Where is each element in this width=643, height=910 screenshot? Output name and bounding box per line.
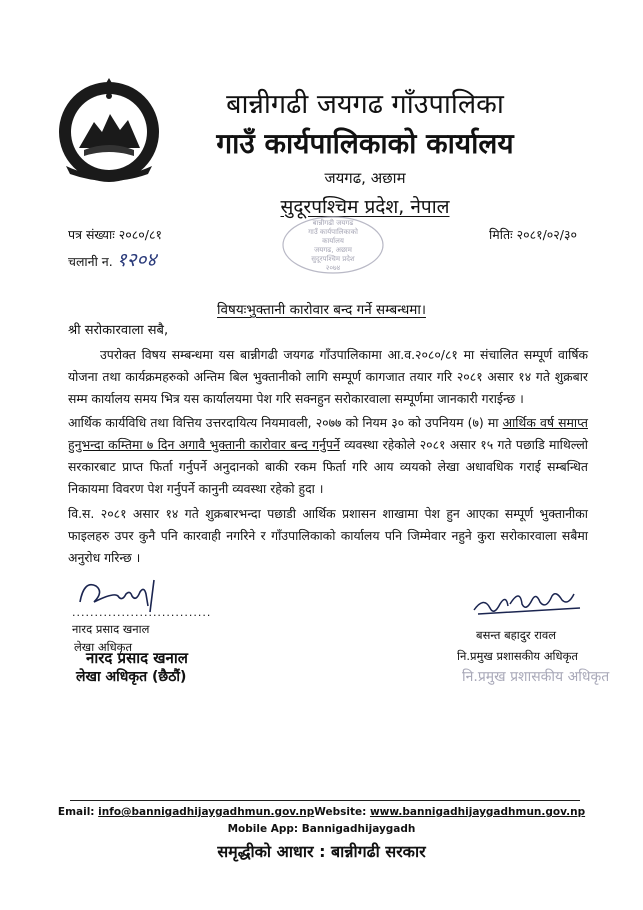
paragraph-1: उपरोक्त विषय सम्बन्धमा यस बान्नीगढी जयगढ गाँउपालिकामा आ.व.२०८०/८१ मा संचालित सम्पूर्ण वार्षिक योजना तथा कार्यक्रमहरुको अन्तिम बिल भुक्तानीको लागि सम्पूर्ण कागजात तयार गरि २०८१ असार १४ गते शुक्रबार सम्म कार्यालय समय भित्र यस कार्यालयमा पेश गरि सक्नहुन सरोकारवाला सम्पूर्णमा जानकारी गराईन्छ । (68, 347, 588, 406)
letter-addressee: श्री सरोकारवाला सबै, (68, 323, 169, 338)
footer-divider (70, 800, 580, 801)
seal-right: नि.प्रमुख प्रशासकीय अधिकृत (462, 669, 610, 685)
svg-text:गाउँ कार्यपालिकाको: गाउँ कार्यपालिकाको (308, 228, 358, 236)
signatory-right-title: नि.प्रमुख प्रशासकीय अधिकृत (457, 649, 578, 663)
signatory-left-name: नारद प्रसाद खनाल (72, 622, 150, 636)
signature-line: ............................... (72, 606, 212, 619)
office-province: सुदूरपश्चिम प्रदेश, नेपाल (280, 196, 450, 218)
svg-text:कार्यालय: कार्यालय (322, 237, 344, 245)
footer-motto: समृद्धीको आधार : बान्नीगढी सरकार (217, 842, 426, 861)
letter-date (489, 226, 577, 243)
svg-text:२०७४: २०७४ (325, 264, 341, 272)
svg-text:जयगढ, अछाम: जयगढ, अछाम (314, 246, 352, 254)
office-place: जयगढ, अछाम (324, 169, 406, 187)
letter-subject: विषयःभुक्तानी कारोवार बन्द गर्ने सम्बन्धमा। (217, 302, 426, 318)
office-stamp (278, 214, 388, 276)
date-value: २०८१/०२/३० (516, 227, 578, 242)
footer-website-link[interactable]: www.bannigadhijaygadhmun.gov.np (369, 806, 586, 818)
svg-text:बान्नीगढी जयगढ: बान्नीगढी जयगढ (312, 219, 354, 227)
footer-contact: Email: info@bannigadhijaygadhmun.gov.npWebsite: www.bannigadhijaygadhmun.gov.np (57, 806, 586, 818)
dispatch-label: चलानी न. (68, 254, 113, 269)
svg-text:सुदूरपश्चिम प्रदेश: सुदूरपश्चिम प्रदेश (311, 255, 355, 263)
reference-number (68, 226, 162, 243)
reference-value: २०८०/८१ (118, 227, 162, 242)
office-name: गाउँ कार्यपालिकाको कार्यालय (216, 127, 514, 160)
signatory-left-title: लेखा अधिकृत (74, 640, 133, 654)
dispatch-number (68, 246, 156, 272)
org-name: बान्नीगढी जयगढ गाँउपालिका (226, 89, 504, 120)
seal-left-title: लेखा अधिकृत (छैठौं) (76, 669, 187, 685)
date-label: मितिः (489, 227, 513, 242)
footer-mobile-app: Mobile App: Bannigadhijaygadh (227, 823, 416, 835)
paragraph-2-underlined: आर्थिक वर्ष समाप्त हुनुभन्दा कम्तिमा ७ दिन अगावै भुक्तानी कारोवार बन्द गर्नुपर्ने (68, 415, 588, 452)
footer-email-link[interactable]: info@bannigadhijaygadhmun.gov.np (98, 806, 315, 818)
dispatch-value: १२०४ (116, 249, 157, 271)
reference-label: पत्र संख्याः (68, 227, 115, 242)
paragraph-2: आर्थिक कार्यविधि तथा वित्तिय उत्तरदायित्य नियमावली, २०७७ को नियम ३० को उपनियम (७) मा आर्थिक वर्ष समाप्त हुनुभन्दा कम्तिमा ७ दिन अगावै भुक्तानी कारोवार बन्द गर्नुपर्ने व्यवस्था रहेकोले २०८१ असार १५ गते पछाडि माथिल्लो सरकारबाट प्राप्त फिर्ता गर्नुपर्ने अनुदानको बाकी रकम फिर्ता गरि आय व्ययको लेखा अधावधिक गराई सम्बन्धित निकायमा विवरण पेश गर्नुपर्ने कानुनी व्यवस्था रहेको हुदा । (68, 415, 588, 496)
signature-right (470, 582, 590, 622)
signatory-right-name: बसन्त बहादुर रावल (476, 628, 557, 642)
seal-left-name: नारद प्रसाद खनाल (86, 649, 188, 667)
paragraph-3: वि.स. २०८१ असार १४ गते शुक्रबारभन्दा पछाडी आर्थिक प्रशासन शाखामा पेश हुन आएका सम्पूर्ण भुक्तानीका फाइलहरु उपर कुनै पनि कारवाही नगरिने र गाँउपालिकाको कार्यालय पनि जिम्मेवार नहुने कुरा सरोकारवाला सबैमा अनुरोध गरिन्छ । (68, 506, 588, 565)
